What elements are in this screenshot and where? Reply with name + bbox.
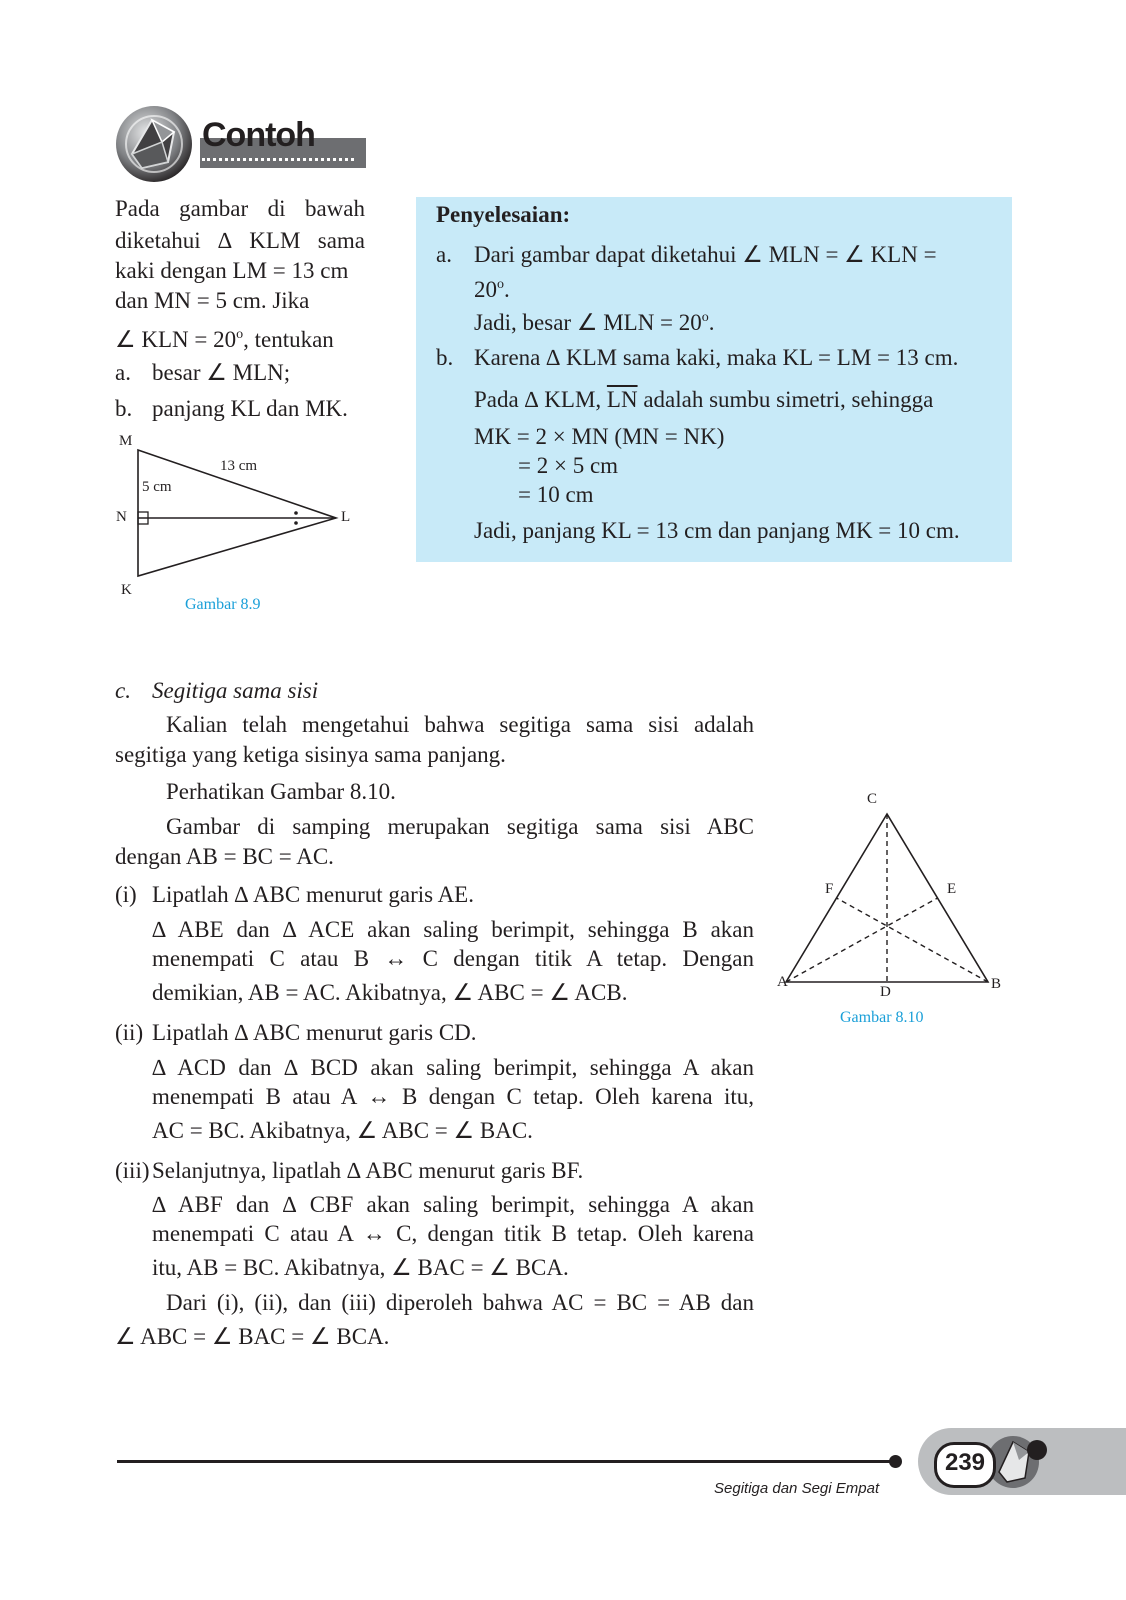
step-i-l1: ∆ ABE dan ∆ ACE akan saling berimpit, sehingga B akan — [152, 917, 754, 942]
sol-b-line6: Jadi, panjang KL = 13 cm dan panjang MK = 10 cm. — [474, 518, 960, 543]
footer-chapter-title: Segitiga dan Segi Empat — [714, 1480, 880, 1497]
step-iii-l3: itu, AB = BC. Akibatnya, ∠ BAC = ∠ BCA. — [152, 1255, 569, 1280]
problem-line-4: dan MN = 5 cm. Jika — [115, 288, 310, 313]
p1-line1: Kalian telah mengetahui bahwa segitiga sama sisi adalah — [166, 712, 754, 737]
label-k: K — [121, 582, 132, 598]
sol-a-20-end: . — [504, 277, 510, 302]
step-i-head: Lipatlah ∆ ABC menurut garis AE. — [152, 882, 474, 907]
degree-sup: o — [236, 327, 244, 342]
footer-rule-dot — [889, 1455, 902, 1468]
sol-a-result: Jadi, besar ∠ MLN = 20 — [474, 310, 702, 335]
label-d: D — [880, 984, 891, 1000]
problem-line-3: kaki dengan LM = 13 cm — [115, 258, 349, 283]
problem-line-2: diketahui ∆ KLM sama — [115, 228, 365, 253]
sol-b-marker: b. — [436, 345, 454, 370]
sol-a-line3 — [474, 303, 715, 337]
section-c-marker: c. — [115, 678, 131, 703]
step-ii-marker: (ii) — [115, 1020, 144, 1045]
sol-a-result-end: . — [708, 310, 715, 335]
step-i-l3: demikian, AB = AC. Akibatnya, ∠ ABC = ∠ ACB. — [152, 980, 628, 1005]
problem-angle-tail: , tentukan — [243, 327, 334, 352]
sol-b-pre: Pada ∆ KLM, — [474, 387, 602, 412]
step-ii-l3: AC = BC. Akibatnya, ∠ ABC = ∠ BAC. — [152, 1118, 533, 1143]
step-iii-l2: menempati C atau A ↔ C, dengan titik B tetap. Oleh karena — [152, 1221, 754, 1246]
label-e: E — [947, 881, 957, 897]
sol-b-line2 — [474, 385, 933, 414]
label-f: F — [825, 881, 834, 897]
step-ii-l2: menempati B atau A ↔ B dengan C tetap. Oleh karena itu, — [152, 1084, 754, 1109]
p1-line2: segitiga yang ketiga sisinya sama panjang. — [115, 742, 506, 767]
step-iii-head: Selanjutnya, lipatlah ∆ ABC menurut garis BF. — [152, 1158, 584, 1183]
label-c: C — [867, 791, 878, 807]
contoh-dotted-line — [202, 158, 354, 161]
p3-line1: Gambar di samping merupakan segitiga sama sisi ABC — [166, 814, 754, 839]
sol-b-line3: MK = 2 × MN (MN = NK) — [474, 424, 725, 449]
contoh-title: Contoh — [202, 116, 315, 154]
sol-b-line1: Karena ∆ KLM sama kaki, maka KL = LM = 13 cm. — [474, 345, 959, 370]
label-l: L — [341, 509, 351, 525]
degree-sup: o — [701, 310, 709, 325]
item-a-text: besar ∠ MLN; — [152, 360, 291, 385]
footer-rule — [117, 1460, 897, 1463]
label-5cm: 5 cm — [142, 479, 172, 495]
p2: Perhatikan Gambar 8.10. — [166, 779, 396, 804]
p3-line2: dengan AB = BC = AC. — [115, 844, 334, 869]
equilateral-triangle-abc-diagram — [770, 800, 1000, 1000]
section-c-heading: Segitiga sama sisi — [152, 678, 319, 703]
sol-a-20: 20 — [474, 277, 497, 302]
caption-8-10: Gambar 8.10 — [840, 1009, 924, 1026]
step-ii-l1: ∆ ACD dan ∆ BCD akan saling berimpit, sehingga A akan — [152, 1055, 754, 1080]
conclusion-l1: Dari (i), (ii), dan (iii) diperoleh bahwa AC = BC = AB dan — [166, 1290, 754, 1315]
conclusion-l2: ∠ ABC = ∠ BAC = ∠ BCA. — [115, 1324, 390, 1349]
page-number: 239 — [944, 1449, 986, 1476]
sol-b-line5: = 10 cm — [518, 482, 594, 507]
solution-title: Penyelesaian: — [436, 202, 571, 227]
label-m: M — [119, 433, 133, 449]
problem-line-1: Pada gambar di bawah — [115, 196, 365, 221]
step-i-marker: (i) — [115, 882, 137, 907]
degree-sup: o — [497, 277, 504, 292]
item-a-marker: a. — [115, 360, 131, 385]
label-13cm: 13 cm — [220, 458, 258, 474]
contoh-emblem-icon — [112, 102, 202, 184]
problem-angle-text: ∠ KLN = 20 — [115, 327, 237, 352]
label-b: B — [991, 976, 1002, 992]
segment-ln: $\overline{LN}$ — [606, 387, 638, 412]
problem-line-5 — [115, 320, 334, 354]
step-i-l2: menempati C atau B ↔ C dengan titik A tetap. Dengan — [152, 946, 754, 971]
triangle-klm-diagram — [110, 430, 360, 600]
step-iii-marker: (iii) — [115, 1158, 150, 1183]
sol-b-post: adalah sumbu simetri, sehingga — [643, 387, 934, 412]
label-a: A — [777, 974, 788, 990]
caption-8-9: Gambar 8.9 — [185, 596, 261, 613]
step-ii-head: Lipatlah ∆ ABC menurut garis CD. — [152, 1020, 477, 1045]
item-b-marker: b. — [115, 396, 133, 421]
step-iii-l1: ∆ ABF dan ∆ CBF akan saling berimpit, sehingga A akan — [152, 1192, 754, 1217]
sol-a-marker: a. — [436, 242, 452, 267]
sol-a-line1: Dari gambar dapat diketahui ∠ MLN = ∠ KLN = — [474, 242, 937, 267]
sol-a-line2 — [474, 270, 510, 304]
item-b-text: panjang KL dan MK. — [152, 396, 348, 421]
label-n: N — [116, 509, 127, 525]
sol-b-line4: = 2 × 5 cm — [518, 453, 619, 478]
